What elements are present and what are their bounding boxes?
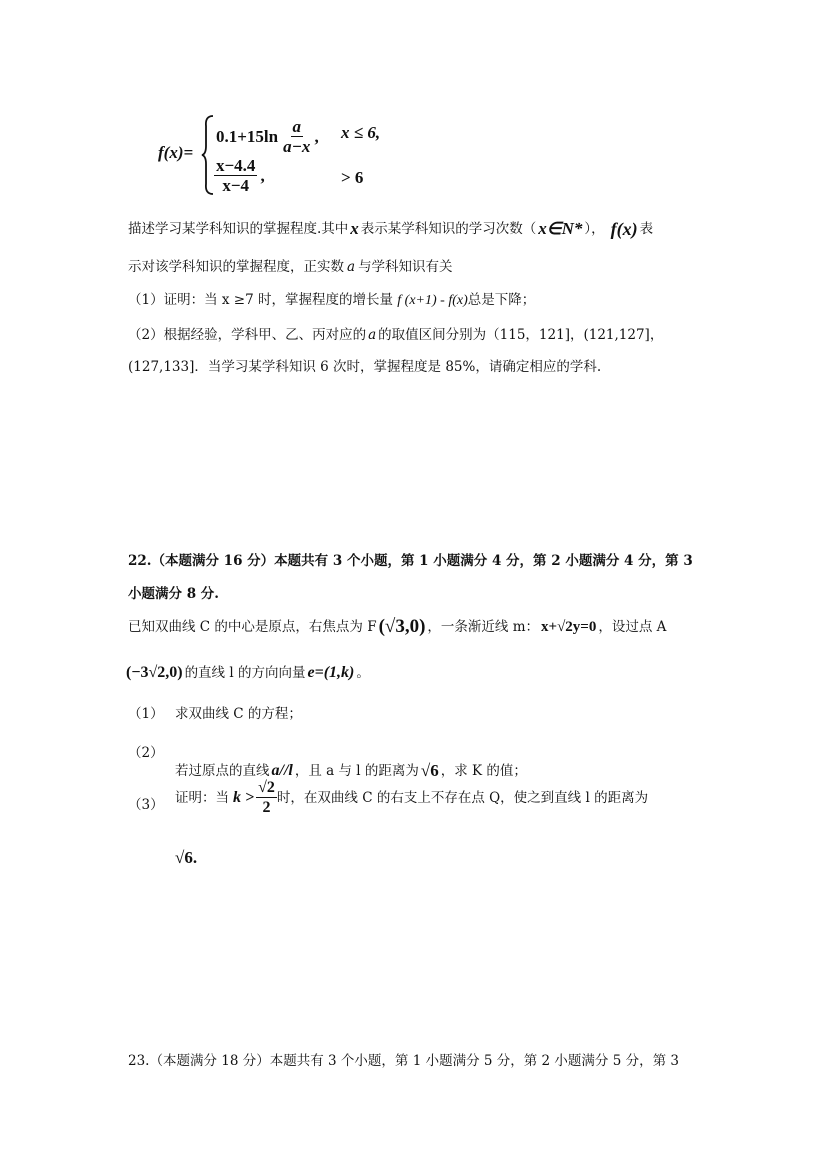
p22-text: 已知双曲线 C 的中心是原点，右焦点为 F (128, 619, 377, 635)
p21-text: ）， (584, 221, 605, 237)
p22-header-line-1: 22.（本题满分 16 分）本题共有 3 个小题，第 1 小题满分 4 分，第 2 小题满分 4 分，第 3 (128, 553, 693, 569)
p23-header-line-1: 23.（本题满分 18 分）本题共有 3 个小题，第 1 小题满分 5 分，第 2 小题满分 5 分，第 3 (128, 1053, 679, 1069)
question-label: （2） (128, 745, 164, 761)
case-2-numerator: x−4.4 (216, 156, 256, 175)
p21-text: 表示某学科知识的学习次数（ (360, 221, 537, 237)
sqrt2-over-2 (256, 778, 277, 817)
p22-header-line-2: 小题满分 8 分. (128, 586, 219, 602)
case-1-fraction (281, 117, 312, 156)
p21-q1-text: 总是下降； (467, 292, 536, 308)
p21-text: 描述学习某学科知识的掌握程度.其中 (128, 221, 349, 237)
point-a: (−3√2,0) (126, 664, 183, 681)
p21-line-2 (128, 258, 453, 276)
case-1-prefix: 0.1+15ln (216, 126, 279, 146)
p22-intro-line-2 (126, 664, 370, 682)
var-a: a (368, 327, 377, 343)
p21-question-2-line-1 (128, 326, 663, 344)
question-content (175, 778, 648, 817)
p21-question-2-line-2: (127,133]．当学习某学科知识 6 次时，掌握程度是 85%，请确定相应的学科. (128, 359, 602, 375)
p21-text: 示对该学科知识的掌握程度，正实数 (128, 259, 344, 275)
function-lhs: f(x)= (158, 143, 194, 162)
p21-q2-text: 的取值区间分别为（115，121]，(121,127]， (378, 327, 664, 343)
p22-question-2 (128, 744, 728, 780)
increment-expression: f (x+1) - f(x) (397, 293, 468, 308)
case-1: 0.1+15ln $\frac{a}{a-x}$ , (216, 117, 319, 156)
parallel-expression: a//l (271, 762, 293, 779)
p22-text: ，一条渐近线 m： (427, 619, 540, 635)
var-x: x (350, 219, 359, 238)
question-text: ，求 K 的值； (440, 763, 527, 779)
var-a: a (347, 259, 356, 275)
p21-q2-text: （2）根据经验，学科甲、乙、丙对应的 (128, 327, 367, 343)
p22-question-3-end: √6. (175, 848, 198, 867)
case-1-numerator: a (292, 117, 302, 136)
function-fx: f(x) (610, 219, 638, 239)
asymptote-equation: x+√2y=0 (541, 619, 597, 635)
p21-q1-text: （1）证明：当 x ≥7 时，掌握程度的增长量 (128, 292, 393, 308)
p22-question-1 (128, 705, 302, 723)
p22-question-3 (128, 779, 728, 816)
p22-intro-line-1 (128, 618, 666, 636)
p22-text: 。 (356, 665, 370, 681)
fraction-denominator: 2 (262, 799, 271, 816)
distance-value: √6 (420, 761, 439, 780)
case-2-denominator: x−4 (222, 176, 250, 195)
left-brace (201, 114, 215, 196)
focus-point: (√3,0) (378, 616, 426, 637)
set-expression: x∈N* (538, 219, 583, 238)
case-1-condition: x ≤ 6, (341, 123, 381, 142)
case-2: $\frac{x-4.4}{x-4}$ , (216, 156, 265, 195)
direction-vector: e=(1,k) (307, 664, 355, 681)
p21-line-1 (128, 220, 653, 238)
p22-text: ，设过点 A (598, 619, 667, 635)
p21-question-1 (128, 291, 535, 310)
question-text: 时，在双曲线 C 的右支上不存在点 Q，使之到直线 l 的距离为 (276, 789, 649, 806)
case-2-condition: > 6 (341, 168, 364, 187)
p22-text: 的直线 l 的方向向量 (184, 665, 306, 681)
fraction-numerator: √2 (258, 779, 275, 796)
question-label: （3） (128, 797, 164, 813)
question-label: （1） (128, 706, 164, 722)
p21-text: 表 (639, 221, 654, 237)
p21-text: 与学科知识有关 (358, 259, 453, 275)
case-2-fraction (214, 156, 257, 195)
question-text: ，且 a 与 l 的距离为 (294, 763, 419, 779)
k-inequality: k > (233, 788, 255, 806)
case-1-denominator: a−x (283, 137, 311, 156)
question-text: 若过原点的直线 (175, 763, 270, 779)
question-text: 求双曲线 C 的方程； (175, 706, 302, 722)
question-text: 证明：当 (175, 789, 229, 806)
